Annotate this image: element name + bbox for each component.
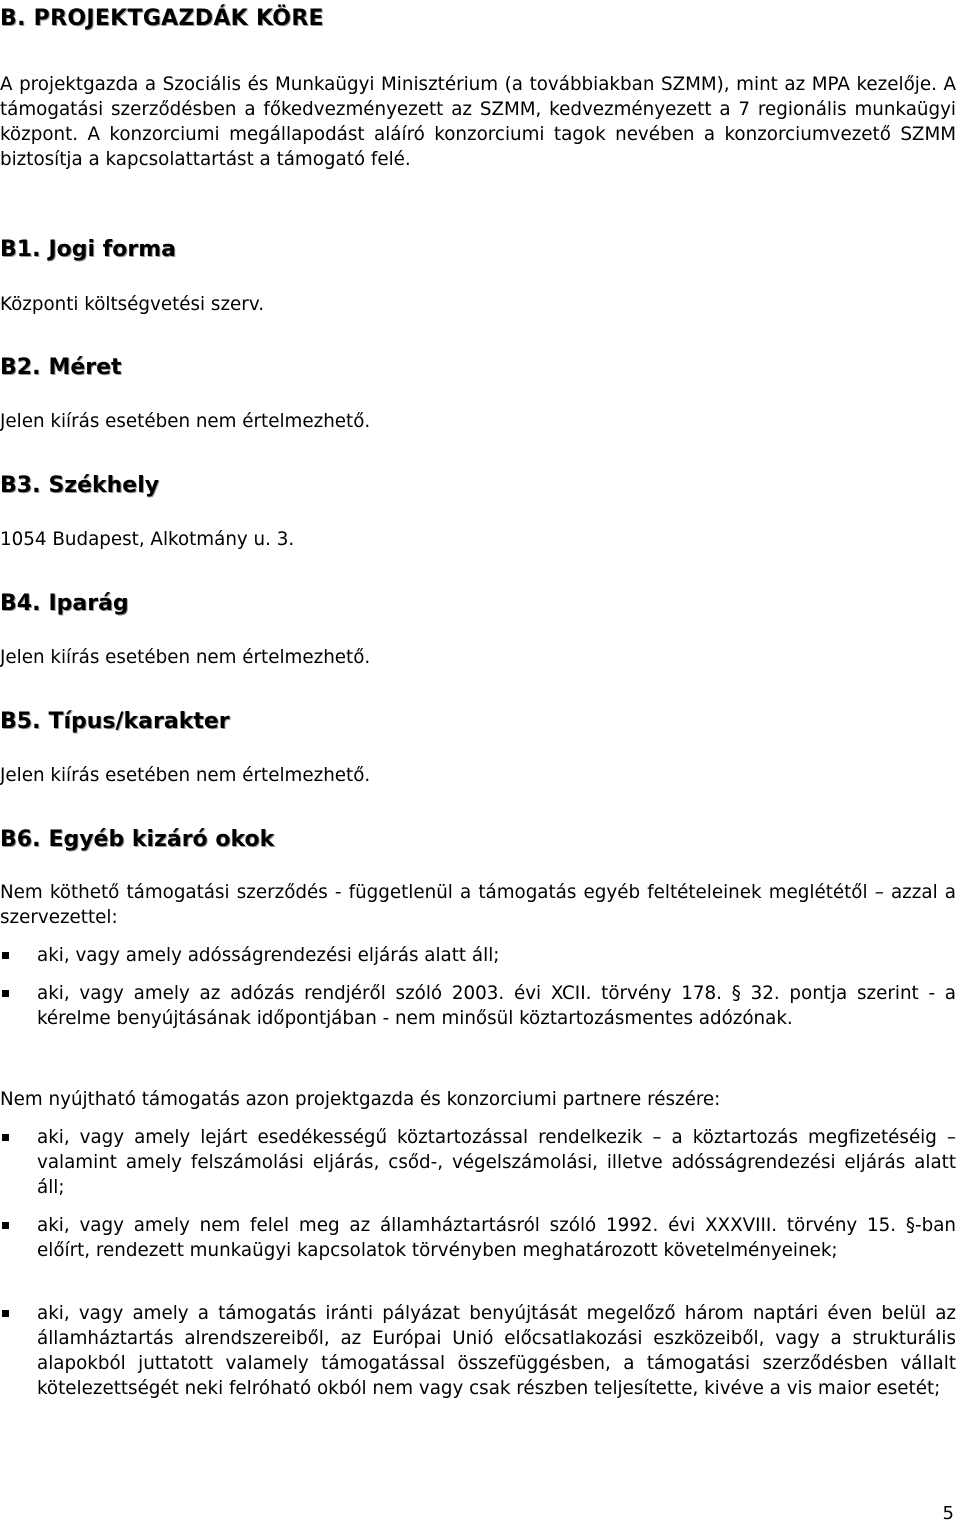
section-title: Típus/karakter bbox=[48, 709, 230, 734]
b6-paragraph-1: Nem köthető támogatási szerződés - függetlenül a támogatás egyéb feltételeinek meglététől – azzal a szervezettel: bbox=[0, 882, 956, 928]
list-item bbox=[0, 943, 956, 968]
section-number: B3. bbox=[0, 473, 41, 498]
section-heading-b5 bbox=[0, 709, 230, 734]
square-bullet-icon bbox=[2, 1222, 9, 1229]
section-heading-b1 bbox=[0, 237, 176, 262]
list-item-text: aki, vagy amely az adózás rendjéről szóló 2003. évi XCII. törvény 178. § 32. pontja szerint - a kérelme benyújtásának időpontjában - nem minősül köztartozásmentes adózónak. bbox=[37, 983, 956, 1029]
list-item bbox=[0, 1301, 956, 1401]
square-bullet-icon bbox=[2, 990, 9, 997]
section-body-b1: Központi költségvetési szerv. bbox=[0, 294, 265, 315]
section-body-b3: 1054 Budapest, Alkotmány u. 3. bbox=[0, 529, 295, 550]
section-title: Jogi forma bbox=[48, 237, 176, 262]
page-number: 5 bbox=[942, 1503, 954, 1524]
section-number: B1. bbox=[0, 237, 41, 262]
section-heading-b4 bbox=[0, 591, 129, 616]
section-number: B6. bbox=[0, 827, 41, 852]
square-bullet-icon bbox=[2, 1134, 9, 1141]
square-bullet-icon bbox=[2, 1310, 9, 1317]
section-title: Egyéb kizáró okok bbox=[48, 827, 275, 852]
section-title: Székhely bbox=[48, 473, 160, 498]
section-title: Iparág bbox=[48, 591, 129, 616]
section-number: B4. bbox=[0, 591, 41, 616]
section-title: Méret bbox=[48, 355, 122, 380]
list-item-text: aki, vagy amely lejárt esedékességű köztartozással rendelkezik – a köztartozás megfizetéséig – valamint amely felszámolási eljárás, csőd-, végelszámolási, illetve adósságrendezési eljárás alatt áll; bbox=[37, 1127, 956, 1198]
intro-paragraph: A projektgazda a Szociális és Munkaügyi Minisztérium (a továbbiakban SZMM), mint az MPA kezelője. A támogatási szerződésben a főkedvezményezett az SZMM, kedvezményezett a 7 regionális munkaügyi központ. A konzorciumi megállapodást aláíró konzorciumi tagok nevében a konzorciumvezető SZMM biztosítja a kapcsolattartást a támogató felé. bbox=[0, 74, 956, 170]
list-item-text: aki, vagy amely nem felel meg az államháztartásról szóló 1992. évi XXXVIII. törvény 15. §-ban előírt, rendezett munkaügyi kapcsolatok törvényben meghatározott követelményeinek; bbox=[37, 1215, 956, 1261]
section-heading-b6 bbox=[0, 827, 274, 852]
section-heading-b3 bbox=[0, 473, 159, 498]
section-body-b4: Jelen kiírás esetében nem értelmezhető. bbox=[0, 647, 371, 668]
chapter-heading: B. PROJEKTGAZDÁK KÖRE bbox=[0, 6, 324, 31]
section-number: B2. bbox=[0, 355, 41, 380]
section-heading-b2 bbox=[0, 355, 122, 380]
list-item bbox=[0, 981, 956, 1031]
list-item bbox=[0, 1125, 956, 1200]
list-item-text: aki, vagy amely a támogatás iránti pályázat benyújtását megelőző három naptári éven belül az államháztartás alrendszereiből, az Európai Unió előcsatlakozási eszközeiből, vagy a strukturális alapokból juttatott valamely támogatással összefüggésben, a támogatási szerződésben vállalt kötelezettségét neki felróható okból nem vagy csak részben teljesítette, kivéve a vis maior esetét; bbox=[37, 1303, 956, 1399]
section-body-b5: Jelen kiírás esetében nem értelmezhető. bbox=[0, 765, 371, 786]
section-body-b2: Jelen kiírás esetében nem értelmezhető. bbox=[0, 411, 371, 432]
list-item-text: aki, vagy amely adósságrendezési eljárás alatt áll; bbox=[37, 945, 500, 966]
list-item bbox=[0, 1213, 956, 1263]
section-number: B5. bbox=[0, 709, 41, 734]
square-bullet-icon bbox=[2, 952, 9, 959]
b6-paragraph-2: Nem nyújtható támogatás azon projektgazda és konzorciumi partnere részére: bbox=[0, 1089, 721, 1110]
